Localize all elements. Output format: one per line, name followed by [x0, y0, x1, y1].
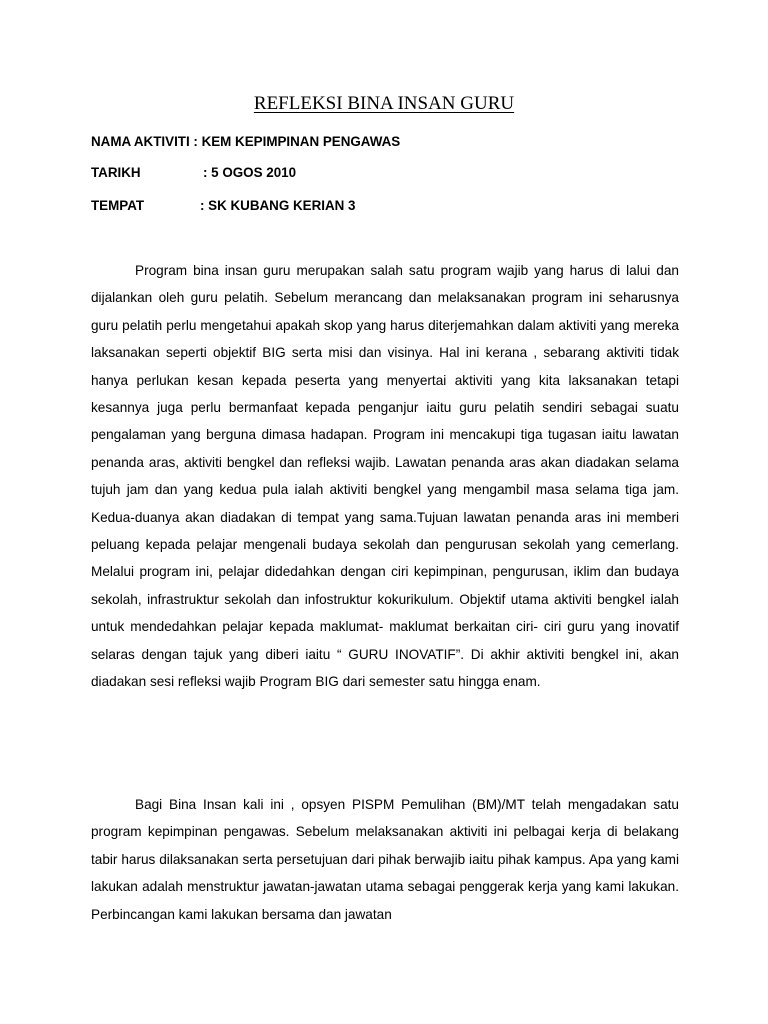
document-title-text: REFLEKSI BINA INSAN GURU [253, 93, 515, 114]
meta-activity-name [91, 133, 400, 151]
body-paragraph-1: Program bina insan guru merupakan salah satu program wajib yang harus di lalui dan dijalankan oleh guru pelatih. Sebelum merancang dan melaksanakan program ini seharusnya guru pelatih perlu mengetahui apakah skop yang harus diterjemahkan dalam aktiviti yang mereka laksanakan seperti objektif BIG serta misi dan visinya. Hal ini kerana , sebarang aktiviti tidak hanya perlukan kesan kepada peserta yang menyertai aktiviti yang kita laksanakan tetapi kesannya juga perlu bermanfaat kepada penganjur iaitu guru pelatih sendiri sebagai suatu pengalaman yang berguna dimasa hadapan. Program ini mencakupi tiga tugasan iaitu lawatan penanda aras, aktiviti bengkel dan refleksi wajib. Lawatan penanda aras akan diadakan selama tujuh jam dan yang kedua pula ialah aktiviti bengkel yang mengambil masa selama tiga jam. Kedua-duanya akan diadakan di tempat yang sama.Tujuan lawatan penanda aras ini memberi peluang kepada pelajar mengenali budaya sekolah dan pengurusan sekolah yang cemerlang. Melalui program ini, pelajar didedahkan dengan ciri kepimpinan, pengurusan, iklim dan budaya sekolah, infrastruktur sekolah dan infostruktur kokurikulum. Objektif utama aktiviti bengkel ialah untuk mendedahkan pelajar kepada maklumat- maklumat berkaitan ciri- ciri guru yang inovatif selaras dengan tajuk yang diberi iaitu “ GURU INOVATIF”. Di akhir aktiviti bengkel ini, akan diadakan sesi refleksi wajib Program BIG dari semester satu hingga enam. [91, 263, 679, 690]
meta-date-label: TARIKH [91, 165, 141, 180]
meta-place-label: TEMPAT [91, 198, 145, 213]
body-paragraph-2: Bagi Bina Insan kali ini , opsyen PISPM Pemulihan (BM)/MT telah mengadakan satu program kepimpinan pengawas. Sebelum melaksanakan aktiviti ini pelbagai kerja di belakang tabir harus dilaksanakan serta persetujuan dari pihak berwajib iaitu pihak kampus. Apa yang kami lakukan adalah menstruktur jawatan-jawatan utama sebagai penggerak kerja yang kami lakukan. Perbincangan kami lakukan bersama dan jawatan [91, 797, 679, 922]
meta-date-value: : 5 OGOS 2010 [203, 165, 297, 180]
document-title [0, 92, 768, 116]
meta-date [91, 164, 297, 182]
meta-place-value: : SK KUBANG KERIAN 3 [200, 198, 356, 213]
meta-activity-label: NAMA AKTIVITI : KEM KEPIMPINAN PENGAWAS [91, 134, 401, 149]
meta-place [91, 197, 356, 215]
